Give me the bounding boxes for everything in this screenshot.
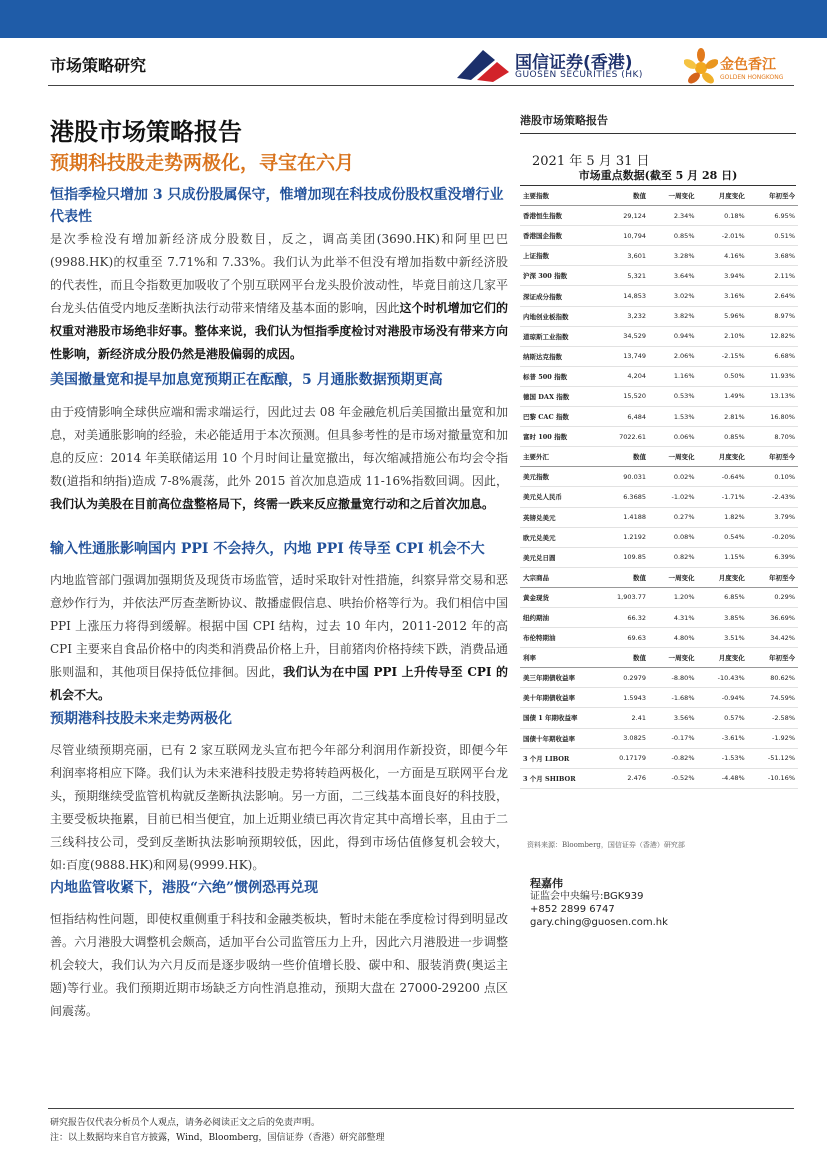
- table-cell: -4.48%: [698, 768, 748, 788]
- table-header-cell: 月度变化: [698, 648, 748, 668]
- table-header-cell: 月度变化: [698, 447, 748, 467]
- table-cell: 69.63: [596, 628, 649, 648]
- footer: [50, 1116, 385, 1146]
- table-cell: 74.59%: [748, 688, 798, 708]
- table-row: [520, 206, 798, 226]
- table-cell: 14,853: [596, 286, 649, 306]
- table-cell: 0.10%: [748, 467, 798, 487]
- table-cell: 0.53%: [649, 386, 698, 406]
- table-cell: -0.82%: [649, 748, 698, 768]
- table-cell: 黄金现货: [520, 587, 596, 607]
- table-cell: -2.58%: [748, 708, 798, 728]
- table-cell: 纳斯达克指数: [520, 346, 596, 366]
- table-cell: 2.06%: [649, 346, 698, 366]
- table-cell: 6.85%: [698, 587, 748, 607]
- table-cell: -10.43%: [698, 668, 748, 688]
- top-banner: [0, 0, 827, 38]
- table-cell: 2.41: [596, 708, 649, 728]
- section-body: [50, 569, 508, 707]
- table-cell: -8.80%: [649, 668, 698, 688]
- table-cell: 16.80%: [748, 407, 798, 427]
- table-row: [520, 306, 798, 326]
- table-header-cell: 大宗商品: [520, 567, 596, 587]
- table-cell: 7022.61: [596, 427, 649, 447]
- table-source: 资料来源：Bloomberg，国信证券（香港）研究部: [527, 841, 685, 849]
- table-header-cell: 年初至今: [748, 648, 798, 668]
- table-row: [520, 366, 798, 386]
- table-cell: 巴黎 CAC 指数: [520, 407, 596, 427]
- table-cell: 3.79%: [748, 507, 798, 527]
- report-date: 2021 年 5 月 31 日: [532, 154, 650, 169]
- table-cell: 2.64%: [748, 286, 798, 306]
- table-header-cell: 一周变化: [649, 447, 698, 467]
- body-text: 内地监管部门强调加强期货及现货市场监管，适时采取针对性措施，纠察异常交易和恶意炒作行为，并依法严厉查垄断协议、散播虚假信息、哄抬价格等行为。我们相信中国 PPI 上涨压力将得到缓解。根据中国 CPI 结构，过去 10 年内，2011-2012 年的高 CPI 主要来自食品价格中的肉类和消费品价格上升，目前猪肉价格持续下跌，消费品通胀则温和，其他项目保持低位排徊。因此，: [50, 573, 508, 679]
- section-heading: 恒指季检只增加 3 只成份股属保守，惟增加现在科技成份股权重没增行业代表性: [50, 187, 504, 225]
- header-divider: [48, 85, 794, 86]
- table-group-header: [520, 186, 798, 206]
- golden-logo-cn: 金色香江: [720, 57, 776, 73]
- table-cell: 66.32: [596, 607, 649, 627]
- table-header-cell: 利率: [520, 648, 596, 668]
- table-row: [520, 688, 798, 708]
- table-cell: 29,124: [596, 206, 649, 226]
- table-cell: 国债十年期收益率: [520, 728, 596, 748]
- table-cell: 国债 1 年期收益率: [520, 708, 596, 728]
- table-cell: 1.15%: [698, 547, 748, 567]
- table-cell: 5.96%: [698, 306, 748, 326]
- table-row: [520, 386, 798, 406]
- table-row: [520, 346, 798, 366]
- table-cell: -1.02%: [649, 487, 698, 507]
- table-cell: 3.82%: [649, 306, 698, 326]
- table-header-cell: 主要外汇: [520, 447, 596, 467]
- table-cell: 34,529: [596, 326, 649, 346]
- section-heading: 内地监管收紧下，港股“六绝”惯例恐再兑现: [50, 880, 319, 896]
- table-header-cell: 主要指数: [520, 186, 596, 206]
- table-cell: -2.43%: [748, 487, 798, 507]
- report-title: 港股市场策略报告: [50, 117, 242, 146]
- guosen-mark-icon: [457, 46, 511, 86]
- report-subtitle: 预期科技股走势两极化，寻宝在六月: [50, 152, 355, 174]
- table-cell: 0.94%: [649, 326, 698, 346]
- table-cell: 1.53%: [649, 407, 698, 427]
- table-cell: 6.95%: [748, 206, 798, 226]
- table-cell: -1.53%: [698, 748, 748, 768]
- table-cell: 深证成分指数: [520, 286, 596, 306]
- author-license: 证监会中央编号:BGK939: [530, 891, 644, 902]
- table-cell: 1.82%: [698, 507, 748, 527]
- guosen-logo-cn: 国信证券(香港): [515, 53, 633, 73]
- table-cell: -0.94%: [698, 688, 748, 708]
- table-cell: 3.02%: [649, 286, 698, 306]
- market-table-title: 市场重点数据(截至 5 月 28 日): [520, 167, 796, 186]
- table-header-cell: 一周变化: [649, 648, 698, 668]
- table-cell: 3.51%: [698, 628, 748, 648]
- table-cell: 0.17179: [596, 748, 649, 768]
- table-cell: 3 个月 SHIBOR: [520, 768, 596, 788]
- table-row: [520, 226, 798, 246]
- table-cell: 0.18%: [698, 206, 748, 226]
- table-cell: 0.82%: [649, 547, 698, 567]
- table-cell: 13.13%: [748, 386, 798, 406]
- table-cell: 4.80%: [649, 628, 698, 648]
- table-cell: 上证指数: [520, 246, 596, 266]
- table-row: [520, 547, 798, 567]
- table-cell: 3.94%: [698, 266, 748, 286]
- table-row: [520, 668, 798, 688]
- table-cell: 0.54%: [698, 527, 748, 547]
- table-cell: 纽约期油: [520, 607, 596, 627]
- table-cell: 香港国企指数: [520, 226, 596, 246]
- table-cell: 4.16%: [698, 246, 748, 266]
- table-cell: 0.27%: [649, 507, 698, 527]
- sidebar-label: 港股市场策略报告: [520, 112, 796, 134]
- table-cell: 富时 100 指数: [520, 427, 596, 447]
- table-cell: 6.68%: [748, 346, 798, 366]
- table-cell: 1.49%: [698, 386, 748, 406]
- table-row: [520, 487, 798, 507]
- table-cell: 6,484: [596, 407, 649, 427]
- table-header-cell: 数值: [596, 447, 649, 467]
- table-cell: 6.3685: [596, 487, 649, 507]
- author-block: [530, 877, 668, 929]
- table-cell: -0.17%: [649, 728, 698, 748]
- table-cell: 0.51%: [748, 226, 798, 246]
- table-cell: 4.31%: [649, 607, 698, 627]
- table-header-cell: 年初至今: [748, 186, 798, 206]
- section-body: [50, 739, 508, 877]
- table-cell: 4,204: [596, 366, 649, 386]
- table-cell: 1.16%: [649, 366, 698, 386]
- table-row: [520, 407, 798, 427]
- table-cell: 2.34%: [649, 206, 698, 226]
- table-cell: 8.70%: [748, 427, 798, 447]
- table-cell: -10.16%: [748, 768, 798, 788]
- body-text: 恒指结构性问题，即使权重侧重于科技和金融类板块，暂时未能在季度检讨得到明显改善。六月港股大调整机会颇高，适加平台公司监管压力上升，因此六月港股进一步调整机会较大，我们认为六月反而是逐步吸纳一些价值增长股、碳中和、服装消费(奥运主题)等行业。我们预期近期市场缺乏方向性消息推动，预期大盘在 27000-29200 点区间震荡。: [50, 912, 508, 1018]
- table-cell: 美元兑人民币: [520, 487, 596, 507]
- body-text: 尽管业绩预期亮丽，已有 2 家互联网龙头宣布把今年部分利润用作新投资，即便今年利润率将相应下降。我们认为未来港科技股走势将转趋两极化，一方面是互联网平台龙头，预期继续受监管机构就反垄断执法影响。另一方面，二三线基本面良好的科技股，主要受板块拖累，目前已相当便宜，加上近期业绩已再次肯定其中高增长率，且由于二三线科技公司，受到反垄断执法影响预期较低，因此，得到市场估值修复机会较大，如:百度(9888.HK)和网易(9999.HK)。: [50, 743, 508, 872]
- table-cell: 3.28%: [649, 246, 698, 266]
- table-cell: 3.0825: [596, 728, 649, 748]
- table-row: [520, 527, 798, 547]
- table-header-cell: 数值: [596, 186, 649, 206]
- golden-flower-icon: [684, 46, 718, 86]
- table-cell: 欧元兑美元: [520, 527, 596, 547]
- table-cell: -3.61%: [698, 728, 748, 748]
- report-category: 市场策略研究: [50, 56, 147, 75]
- table-row: [520, 768, 798, 788]
- table-cell: 12.82%: [748, 326, 798, 346]
- table-header-cell: 月度变化: [698, 567, 748, 587]
- table-cell: 0.57%: [698, 708, 748, 728]
- table-row: [520, 507, 798, 527]
- table-cell: 3.64%: [649, 266, 698, 286]
- table-cell: -1.68%: [649, 688, 698, 708]
- table-cell: 15,520: [596, 386, 649, 406]
- section-heading: 输入性通胀影响国内 PPI 不会持久，内地 PPI 传导至 CPI 机会不大: [50, 541, 485, 557]
- table-cell: 0.85%: [698, 427, 748, 447]
- table-cell: 6.39%: [748, 547, 798, 567]
- table-cell: 0.2979: [596, 668, 649, 688]
- table-cell: 2.11%: [748, 266, 798, 286]
- body-emphasis: 这个时机增加它们的权重对港股市场绝非好事。整体来说，我们认为恒指季度检讨对港股市场没有带来方向性影响，新经济成分股仍然是港股偏弱的成因。: [50, 301, 508, 361]
- table-row: [520, 467, 798, 487]
- table-row: [520, 728, 798, 748]
- guosen-logo-en: GUOSEN SECURITIES (HK): [515, 70, 643, 80]
- table-cell: 美元兑日圆: [520, 547, 596, 567]
- table-row: [520, 286, 798, 306]
- section-heading: 美国撤量宽和提早加息宽预期正在酝酿，5 月通胀数据预期更高: [50, 372, 443, 388]
- section-body: [50, 908, 508, 1023]
- table-cell: 3 个月 LIBOR: [520, 748, 596, 768]
- body-emphasis: 我们认为在中国 PPI 上升传导至 CPI 的机会不大。: [50, 665, 508, 702]
- table-cell: 3.68%: [748, 246, 798, 266]
- table-cell: 3.85%: [698, 607, 748, 627]
- table-cell: -0.64%: [698, 467, 748, 487]
- table-header-cell: 月度变化: [698, 186, 748, 206]
- body-text: 是次季检没有增加新经济成分股数目，反之，调高美团(3690.HK)和阿里巴巴(9988.HK)的权重至 7.71%和 7.33%。我们认为此举不但没有增加指数中新经济股的代表性，而且令指数更加吸收了个别互联网平台龙头股价波动性，毕竟目前这几家平台龙头估值受内地反垄断执法行动带来情绪及基本面的影响，因此: [50, 232, 508, 315]
- table-cell: 0.02%: [649, 467, 698, 487]
- body-emphasis: 我们认为美股在目前高位盘整格局下，终需一跌来反应撤量宽行动和之后首次加息。: [50, 497, 495, 511]
- table-row: [520, 266, 798, 286]
- table-row: [520, 246, 798, 266]
- table-cell: -1.71%: [698, 487, 748, 507]
- author-phone: +852 2899 6747: [530, 904, 615, 915]
- table-cell: 0.85%: [649, 226, 698, 246]
- data-source-note: 注：以上数据均来自官方披露，Wind，Bloomberg，国信证券（香港）研究部整理: [50, 1133, 385, 1143]
- table-cell: 1.4188: [596, 507, 649, 527]
- table-row: [520, 607, 798, 627]
- table-cell: -0.52%: [649, 768, 698, 788]
- golden-hongkong-logo: [684, 46, 796, 86]
- table-cell: 3.56%: [649, 708, 698, 728]
- table-header-cell: 数值: [596, 567, 649, 587]
- table-cell: -0.20%: [748, 527, 798, 547]
- table-cell: 道琼斯工业指数: [520, 326, 596, 346]
- table-group-header: [520, 567, 798, 587]
- market-data-table: [520, 186, 798, 789]
- table-cell: 3.16%: [698, 286, 748, 306]
- table-cell: -2.15%: [698, 346, 748, 366]
- table-header-cell: 年初至今: [748, 567, 798, 587]
- table-header-cell: 一周变化: [649, 567, 698, 587]
- table-cell: 沪深 300 指数: [520, 266, 596, 286]
- table-group-header: [520, 648, 798, 668]
- table-header-cell: 数值: [596, 648, 649, 668]
- table-cell: 内地创业板指数: [520, 306, 596, 326]
- table-cell: 36.69%: [748, 607, 798, 627]
- disclaimer-text: 研究报告仅代表分析员个人观点，请务必阅读正文之后的免责声明。: [50, 1118, 321, 1128]
- table-group-header: [520, 447, 798, 467]
- table-cell: 1.2192: [596, 527, 649, 547]
- table-cell: -2.01%: [698, 226, 748, 246]
- table-cell: 3,232: [596, 306, 649, 326]
- table-cell: 香港恒生指数: [520, 206, 596, 226]
- guosen-logo: [457, 46, 677, 86]
- table-cell: 109.85: [596, 547, 649, 567]
- table-cell: 34.42%: [748, 628, 798, 648]
- table-cell: -51.12%: [748, 748, 798, 768]
- table-cell: 2.81%: [698, 407, 748, 427]
- section-body: [50, 228, 508, 366]
- table-cell: 0.29%: [748, 587, 798, 607]
- table-cell: 德国 DAX 指数: [520, 386, 596, 406]
- table-cell: 1.20%: [649, 587, 698, 607]
- table-header-cell: 一周变化: [649, 186, 698, 206]
- table-cell: 0.50%: [698, 366, 748, 386]
- table-cell: 0.06%: [649, 427, 698, 447]
- table-cell: 1,903.77: [596, 587, 649, 607]
- table-row: [520, 628, 798, 648]
- author-name: 程嘉伟: [530, 877, 563, 890]
- table-cell: 3,601: [596, 246, 649, 266]
- table-cell: 美十年期债收益率: [520, 688, 596, 708]
- table-header-cell: 年初至今: [748, 447, 798, 467]
- table-cell: 90.031: [596, 467, 649, 487]
- table-cell: 美三年期债收益率: [520, 668, 596, 688]
- author-email[interactable]: gary.ching@guosen.com.hk: [530, 917, 668, 928]
- table-cell: 2.10%: [698, 326, 748, 346]
- table-row: [520, 587, 798, 607]
- table-cell: 布伦特期油: [520, 628, 596, 648]
- table-cell: 0.08%: [649, 527, 698, 547]
- section-body: [50, 401, 508, 516]
- table-cell: 13,749: [596, 346, 649, 366]
- table-cell: 1.5943: [596, 688, 649, 708]
- table-cell: 80.62%: [748, 668, 798, 688]
- table-cell: 5,321: [596, 266, 649, 286]
- table-cell: 英镑兑美元: [520, 507, 596, 527]
- table-row: [520, 708, 798, 728]
- body-text: 由于疫情影响全球供应端和需求端运行，因此过去 08 年金融危机后美国撤出量宽和加息，对美通胀影响的经验，未必能适用于本次预测。但具参考性的是市场对撤量宽和加息的反应：2014 年美联储运用 10 个月时间让量宽撤出，每次缩减措施公布均会令指数(道指和纳指)造成 7-8%震荡，此外 2015 首次加息造成 11-16%指数回调。因此，: [50, 405, 508, 488]
- table-cell: 10,794: [596, 226, 649, 246]
- table-cell: 11.93%: [748, 366, 798, 386]
- section-heading: 预期港科技股未来走势两极化: [50, 711, 232, 727]
- table-row: [520, 427, 798, 447]
- table-cell: 标普 500 指数: [520, 366, 596, 386]
- table-cell: -1.92%: [748, 728, 798, 748]
- footer-divider: [48, 1108, 794, 1109]
- table-cell: 美元指数: [520, 467, 596, 487]
- table-row: [520, 748, 798, 768]
- golden-logo-en: GOLDEN HONGKONG: [720, 74, 784, 81]
- table-cell: 8.97%: [748, 306, 798, 326]
- table-cell: 2.476: [596, 768, 649, 788]
- table-row: [520, 326, 798, 346]
